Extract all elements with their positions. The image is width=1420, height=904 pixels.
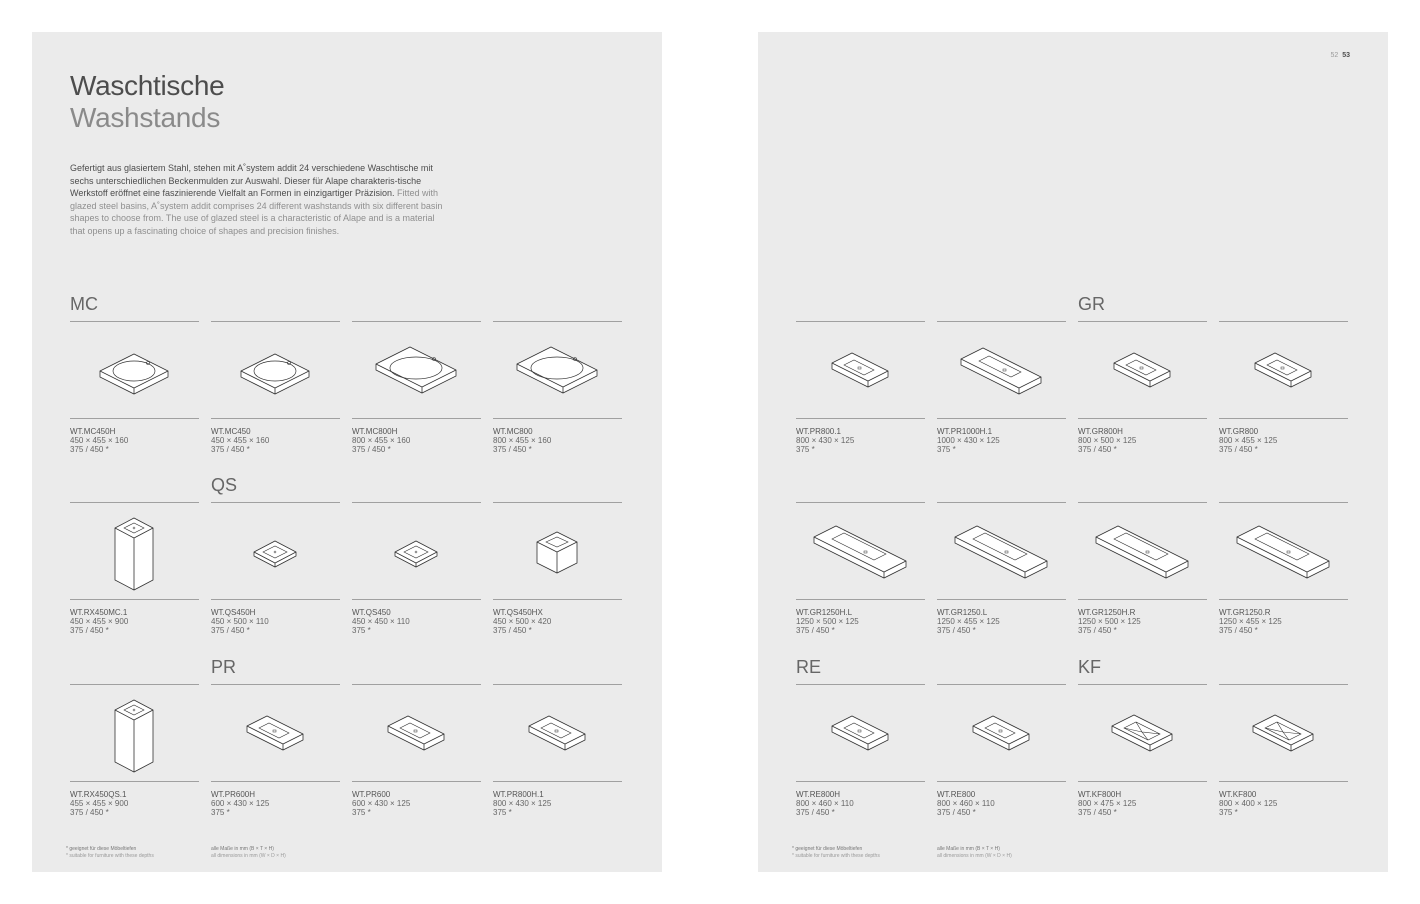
rect-basin-icon (493, 692, 622, 776)
product-card[interactable] (493, 315, 622, 465)
divider (796, 321, 925, 322)
product-code: WT.MC800 (493, 427, 533, 436)
divider (493, 781, 622, 782)
group-label-gr: GR (1078, 294, 1105, 314)
divider (352, 321, 481, 322)
product-card[interactable] (1078, 657, 1207, 828)
product-dimensions: 1250 × 455 × 125 (1219, 617, 1282, 626)
divider (211, 321, 340, 322)
product-dimensions: 800 × 455 × 125 (1219, 436, 1278, 445)
divider (937, 418, 1066, 419)
product-code: WT.GR1250H.L (796, 608, 853, 617)
page-title-english: Washstands (70, 102, 221, 133)
left-page (32, 32, 662, 872)
product-dimensions: 1250 × 455 × 125 (937, 617, 1000, 626)
product-code: WT.GR800 (1219, 427, 1259, 436)
product-depths: 375 / 450 * (796, 626, 835, 635)
square-basin-icon (352, 510, 481, 594)
product-code: WT.PR1000H.1 (937, 427, 993, 436)
product-card[interactable] (70, 496, 199, 646)
intro-text-german: Gefertigt aus glasiertem Stahl, stehen mit A˚system addit 24 verschiedene Waschtische mit sechs unterschiedlichen Beckenmulden zur Auswahl. Dieser für Alape charakteris-tische Werkstoff eröffnet eine faszinierende Vielfalt an Formen in einzigartiger Präzision. (70, 163, 433, 198)
divider (1219, 418, 1348, 419)
group-label-qs: QS (211, 475, 238, 495)
product-dimensions: 450 × 500 × 110 (211, 617, 269, 626)
product-dimensions: 800 × 400 × 125 (1219, 799, 1278, 808)
divider (1078, 684, 1207, 685)
divider (1219, 781, 1348, 782)
product-code: WT.GR800H (1078, 427, 1123, 436)
product-code: WT.PR800.1 (796, 427, 841, 436)
folded-basin-icon (1219, 692, 1348, 776)
long-basin-icon (796, 510, 925, 594)
product-card[interactable] (1078, 496, 1207, 646)
intro-text (70, 162, 450, 237)
product-card[interactable] (1219, 315, 1348, 465)
product-dimensions: 1000 × 430 × 125 (937, 436, 1000, 445)
product-depths: 375 / 450 * (493, 626, 532, 635)
divider (70, 599, 199, 600)
product-card[interactable] (493, 678, 622, 828)
product-card[interactable] (796, 657, 925, 828)
product-code: WT.RE800 (937, 790, 976, 799)
divider (937, 502, 1066, 503)
product-depths: 375 * (1219, 808, 1238, 817)
page-number-right: 53 (1342, 52, 1350, 59)
cube-basin-icon (493, 510, 622, 594)
product-card[interactable] (352, 678, 481, 828)
product-dimensions: 800 × 430 × 125 (493, 799, 552, 808)
product-dimensions: 800 × 460 × 110 (796, 799, 854, 808)
product-dimensions: 450 × 455 × 160 (211, 436, 270, 445)
product-dimensions: 450 × 455 × 160 (70, 436, 129, 445)
product-card[interactable] (211, 315, 340, 465)
rect-basin-icon (352, 692, 481, 776)
product-card[interactable] (937, 678, 1066, 828)
divider (796, 781, 925, 782)
divider (493, 321, 622, 322)
divider (211, 502, 340, 503)
product-card[interactable] (937, 315, 1066, 465)
product-card[interactable] (1078, 294, 1207, 465)
product-depths: 375 * (352, 626, 371, 635)
product-card[interactable] (70, 678, 199, 828)
round-basin-wide-icon (493, 329, 622, 413)
product-card[interactable] (796, 315, 925, 465)
product-code: WT.QS450 (352, 608, 391, 617)
product-depths: 375 / 450 * (211, 445, 250, 454)
divider (796, 684, 925, 685)
product-dimensions: 800 × 455 × 160 (493, 436, 552, 445)
product-code: WT.KF800H (1078, 790, 1122, 799)
product-dimensions: 600 × 430 × 125 (352, 799, 411, 808)
product-depths: 375 * (211, 808, 230, 817)
footnote-dimensions (937, 846, 1012, 859)
footnote-depths-german: * geeignet für diese Möbeltiefen (792, 846, 863, 852)
footnote-depths-english: * suitable for furniture with these depths (66, 852, 154, 859)
group-label-pr: PR (211, 657, 237, 677)
divider (352, 502, 481, 503)
page-numbers (1331, 52, 1350, 59)
footnote-dimensions-german: alle Maße in mm (B × T × H) (937, 846, 1000, 852)
footnote-depths (66, 846, 154, 859)
right-page (758, 32, 1388, 872)
divider (352, 599, 481, 600)
product-dimensions: 450 × 500 × 420 (493, 617, 552, 626)
divider (1219, 599, 1348, 600)
square-basin-icon (211, 510, 340, 594)
divider (493, 599, 622, 600)
product-depths: 375 * (937, 445, 956, 454)
product-dimensions: 800 × 500 × 125 (1078, 436, 1137, 445)
product-dimensions: 450 × 455 × 900 (70, 617, 129, 626)
pedestal-basin-icon (70, 510, 199, 594)
divider (1078, 599, 1207, 600)
product-depths: 375 / 450 * (211, 626, 250, 635)
product-card[interactable] (352, 496, 481, 646)
round-basin-small-icon (211, 329, 340, 413)
rect-basin-icon (937, 692, 1066, 776)
divider (1219, 502, 1348, 503)
product-code: WT.MC450 (211, 427, 251, 436)
divider (211, 684, 340, 685)
product-depths: 375 / 450 * (70, 626, 109, 635)
long-basin-icon (1219, 510, 1348, 594)
divider (1219, 684, 1348, 685)
divider (352, 781, 481, 782)
product-depths: 375 / 450 * (937, 808, 976, 817)
pedestal-basin-icon (70, 692, 199, 776)
product-depths: 375 / 450 * (796, 808, 835, 817)
product-dimensions: 455 × 455 × 900 (70, 799, 129, 808)
product-depths: 375 / 450 * (352, 445, 391, 454)
product-card[interactable] (211, 475, 340, 646)
divider (493, 684, 622, 685)
page-number-left: 52 (1330, 52, 1339, 59)
product-dimensions: 1250 × 500 × 125 (1078, 617, 1141, 626)
product-dimensions: 600 × 430 × 125 (211, 799, 270, 808)
footnote-depths (792, 846, 880, 859)
product-card[interactable] (1219, 678, 1348, 828)
footnote-dimensions-english: all dimensions in mm (W × D × H) (937, 852, 1012, 859)
divider (937, 781, 1066, 782)
product-code: WT.GR1250.R (1219, 608, 1271, 617)
product-depths: 375 * (493, 808, 512, 817)
divider (796, 418, 925, 419)
divider (493, 418, 622, 419)
product-card[interactable] (937, 496, 1066, 646)
product-code: WT.PR600H (211, 790, 256, 799)
page-title-german: Waschtische (70, 70, 225, 101)
divider (493, 502, 622, 503)
rect-basin-icon (1078, 329, 1207, 413)
divider (796, 599, 925, 600)
divider (1078, 781, 1207, 782)
divider (937, 599, 1066, 600)
product-dimensions: 1250 × 500 × 125 (796, 617, 859, 626)
divider (937, 684, 1066, 685)
product-depths: 375 / 450 * (70, 808, 109, 817)
footnote-dimensions (211, 846, 286, 859)
rect-basin-wide-icon (937, 329, 1066, 413)
product-depths: 375 / 450 * (1078, 626, 1117, 635)
product-code: WT.KF800 (1219, 790, 1257, 799)
footnote-depths-english: * suitable for furniture with these depths (792, 852, 880, 859)
divider (211, 418, 340, 419)
product-dimensions: 800 × 455 × 160 (352, 436, 411, 445)
divider (211, 781, 340, 782)
group-label-mc: MC (70, 294, 98, 314)
rect-basin-icon (796, 329, 925, 413)
product-dimensions: 450 × 450 × 110 (352, 617, 410, 626)
intro-text-english: Fitted with glazed steel basins, A˚system addit comprises 24 different washstands with six different basin shapes to choose from. The use of glazed steel is a characteristic of Alape and is a material that opens up a fascinating choice of shapes and precision finishes. (70, 188, 443, 236)
product-code: WT.RE800H (796, 790, 841, 799)
product-depths: 375 / 450 * (937, 626, 976, 635)
rect-basin-icon (211, 692, 340, 776)
divider (937, 321, 1066, 322)
footnote-depths-german: * geeignet für diese Möbeltiefen (66, 846, 137, 852)
divider (211, 599, 340, 600)
divider (1078, 502, 1207, 503)
divider (352, 418, 481, 419)
divider (1219, 321, 1348, 322)
product-depths: 375 / 450 * (493, 445, 532, 454)
long-basin-icon (1078, 510, 1207, 594)
divider (70, 321, 199, 322)
product-card[interactable] (1219, 496, 1348, 646)
product-dimensions: 800 × 475 × 125 (1078, 799, 1137, 808)
product-dimensions: 800 × 460 × 110 (937, 799, 995, 808)
divider (1078, 418, 1207, 419)
product-depths: 375 * (796, 445, 815, 454)
folded-basin-icon (1078, 692, 1207, 776)
product-code: WT.RX450QS.1 (70, 790, 127, 799)
product-depths: 375 / 450 * (1078, 445, 1117, 454)
round-basin-wide-icon (352, 329, 481, 413)
divider (352, 684, 481, 685)
divider (70, 781, 199, 782)
product-code: WT.PR800H.1 (493, 790, 544, 799)
footnote-dimensions-german: alle Maße in mm (B × T × H) (211, 846, 274, 852)
product-card[interactable] (493, 496, 622, 646)
divider (70, 418, 199, 419)
product-code: WT.RX450MC.1 (70, 608, 128, 617)
rect-basin-icon (1219, 329, 1348, 413)
product-code: WT.QS450HX (493, 608, 543, 617)
product-depths: 375 / 450 * (1078, 808, 1117, 817)
divider (70, 502, 199, 503)
product-code: WT.QS450H (211, 608, 256, 617)
round-basin-small-icon (70, 329, 199, 413)
rect-basin-icon (796, 692, 925, 776)
divider (70, 684, 199, 685)
divider (1078, 321, 1207, 322)
long-basin-icon (937, 510, 1066, 594)
divider (796, 502, 925, 503)
footnote-dimensions-english: all dimensions in mm (W × D × H) (211, 852, 286, 859)
product-code: WT.GR1250H.R (1078, 608, 1136, 617)
product-card[interactable] (796, 496, 925, 646)
product-dimensions: 800 × 430 × 125 (796, 436, 855, 445)
product-card[interactable] (211, 657, 340, 828)
group-label-re: RE (796, 657, 822, 677)
product-code: WT.PR600 (352, 790, 391, 799)
product-code: WT.GR1250.L (937, 608, 988, 617)
group-label-kf: KF (1078, 657, 1102, 677)
product-card[interactable] (352, 315, 481, 465)
product-depths: 375 / 450 * (1219, 626, 1258, 635)
product-card[interactable] (70, 294, 199, 465)
product-depths: 375 / 450 * (70, 445, 109, 454)
product-depths: 375 / 450 * (1219, 445, 1258, 454)
product-depths: 375 * (352, 808, 371, 817)
product-code: WT.MC450H (70, 427, 116, 436)
product-code: WT.MC800H (352, 427, 398, 436)
